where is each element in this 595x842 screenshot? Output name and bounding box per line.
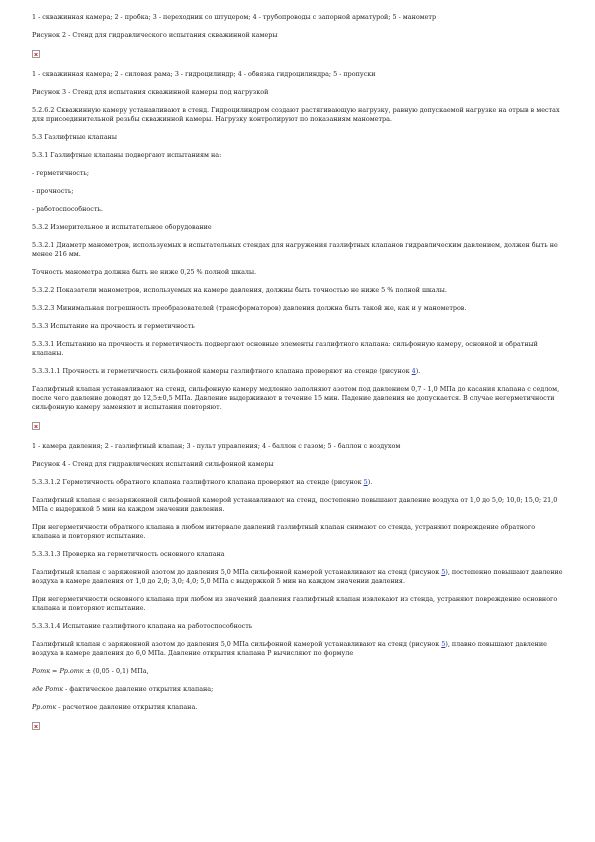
figure-2-caption: Рисунок 2 - Стенд для гидравлического испытания скважинной камеры xyxy=(32,31,278,39)
text-segment: ), постепенно повышают давление воздуха в камере давления от 1,0 до 2,0; 3,0; 4,0; 5,0 МПа с выдержкой 5 мин на каждом значении давления. xyxy=(32,568,563,585)
paragraph-5-3-3-1-1 xyxy=(32,367,563,376)
broken-image-icon[interactable] xyxy=(32,50,40,58)
subheading-5-3-3-1-4: 5.3.3.1.4 Испытание газлифтного клапана на работоспособность xyxy=(32,622,253,630)
text-segment: Газлифтный клапан с заряженной азотом до давления 5,0 МПа сильфонной камерой устанавливают на стенд (рисунок xyxy=(32,640,442,648)
subheading-5-3-3-1-3: 5.3.3.1.3 Проверка на герметичность основного клапана xyxy=(32,550,225,558)
paragraph-5-3-2-2: 5.3.2.2 Показатели манометров, используемых на камере давления, должны быть точностью не ниже 5 % полной шкалы. xyxy=(32,286,447,294)
text-segment: ). xyxy=(415,367,421,375)
formula-definition-calculated xyxy=(32,703,563,712)
broken-image-icon[interactable] xyxy=(32,422,40,430)
figure-4-caption: Рисунок 4 - Стенд для гидравлических испытаний сильфонной камеры xyxy=(32,460,274,468)
text-segment: Газлифтный клапан с заряженной азотом до давления 5,0 МПа сильфонной камерой устанавливают на стенд (рисунок xyxy=(32,568,442,576)
definition: - расчетное давление открытия клапана. xyxy=(56,703,198,711)
symbol: где Pотк xyxy=(32,685,64,693)
paragraph-5-3-3-1: 5.3.3.1 Испытанию на прочность и герметичность подвергают основные элементы газлифтного клапана: сильфонную камеру, основной и обратный клапаны. xyxy=(32,340,538,357)
paragraph-bellows-test: Газлифтный клапан устанавливают на стенд, сильфонную камеру медленно заполняют азотом под давлением 0,7 - 1,0 МПа до касания клапана с седлом, после чего давление доводят до 12,5±0,5 МПа. Давление выдерживают в течение 15 мин. Падение давления не допускается. В случае негерметичности сильфонную камеру заменяют и испытания повторяют. xyxy=(32,385,560,411)
paragraph-5-3-2-1: 5.3.2.1 Диаметр манометров, используемых в испытательных стендах для нагружения газлифтных клапанов гидравлическим давлением, должен быть не менее 216 мм. xyxy=(32,241,558,258)
paragraph-accuracy: Точность манометра должна быть не ниже 0,25 % полной шкалы. xyxy=(32,268,257,276)
list-item-strength: - прочность; xyxy=(32,187,74,195)
figure-5-link[interactable]: 5 xyxy=(441,640,446,648)
text-segment: ). xyxy=(367,478,373,486)
text-segment: 5.3.3.1.1 Прочность и герметичность сильфонной камеры газлифтного клапана проверяют на стенде (рисунок xyxy=(32,367,412,375)
text-segment: ), плавно повышают давление воздуха в камере давления до 6,0 МПа. Давление открытия клапана P вычисляют по формуле xyxy=(32,640,547,657)
paragraph-5-3-3-1-2 xyxy=(32,478,563,487)
formula-definition-actual xyxy=(32,685,563,694)
section-heading-5-3: 5.3 Газлифтные клапаны xyxy=(32,133,118,141)
definition: - фактическое давление открытия клапана; xyxy=(63,685,214,693)
subheading-5-3-2: 5.3.2 Измерительное и испытательное оборудование xyxy=(32,223,212,231)
figure-4-legend: 1 - камера давления; 2 - газлифтный клапан; 3 - пульт управления; 4 - баллон с газом; 5 - баллон с воздухом xyxy=(32,442,401,450)
figure-3-caption: Рисунок 3 - Стенд для испытания скважинной камеры под нагрузкой xyxy=(32,88,269,96)
formula-rhs: ± (0,05 - 0,1) МПа, xyxy=(83,667,149,675)
paragraph-5-3-2-3: 5.3.2.3 Минимальная погрешность преобразователей (трансформаторов) давления должна быть такой же, как и у манометров. xyxy=(32,304,467,312)
paragraph-5-3-1: 5.3.1 Газлифтные клапаны подвергают испытаниям на: xyxy=(32,151,222,159)
formula-opening-pressure xyxy=(32,667,563,676)
paragraph-check-valve-failure: При негерметичности обратного клапана в любом интервале давлений газлифтный клапан снимают со стенда, устраняют повреждение обратного клапана и повторяют испытание. xyxy=(32,523,536,540)
subheading-5-3-3: 5.3.3 Испытание на прочность и герметичность xyxy=(32,322,195,330)
broken-image-icon[interactable] xyxy=(32,722,40,730)
symbol: Pр.отк xyxy=(32,703,57,711)
figure-5-link[interactable]: 5 xyxy=(363,478,368,486)
list-item-operability: - работоспособность. xyxy=(32,205,103,213)
paragraph-main-valve-failure: При негерметичности основного клапана при любом из значений давления газлифтный клапан извлекают из стенда, устраняют повреждение основного клапана и повторяют испытание. xyxy=(32,595,558,612)
paragraph-check-valve-test: Газлифтный клапан с незаряженной сильфонной камерой устанавливают на стенд, постепенно повышают давление воздуха от 1,0 до 5,0; 10,0; 15,0; 21,0 МПа с выдержкой 5 мин на каждом значении давления. xyxy=(32,496,558,513)
paragraph-5-2-6-2: 5.2.6.2 Скважинную камеру устанавливают в стенд. Гидроцилиндром создают растягивающую нагрузку, равную допускаемой нагрузке на отрыв в местах для присоединительной резьбы скважинной камеры. Нагрузку контролируют по показаниям манометра. xyxy=(32,106,560,123)
paragraph-operability-test xyxy=(32,640,563,658)
figure-3-legend: 1 - скважинная камера; 2 - силовая рама; 3 - гидроцилиндр; 4 - обвязка гидроцилиндра; 5 - пропуски xyxy=(32,70,376,78)
paragraph-main-valve-test xyxy=(32,568,563,586)
figure-2-legend: 1 - скважинная камера; 2 - пробка; 3 - переходник со штуцером; 4 - трубопроводы с запорной арматурой; 5 - манометр xyxy=(32,13,437,21)
text-segment: 5.3.3.1.2 Герметичность обратного клапана газлифтного клапана проверяют на стенде (рисунок xyxy=(32,478,364,486)
list-item-tightness: - герметичность; xyxy=(32,169,90,177)
figure-4-link[interactable]: 4 xyxy=(411,367,416,375)
formula-lhs: Pотк = Pр.отк xyxy=(32,667,84,675)
figure-5-link[interactable]: 5 xyxy=(441,568,446,576)
